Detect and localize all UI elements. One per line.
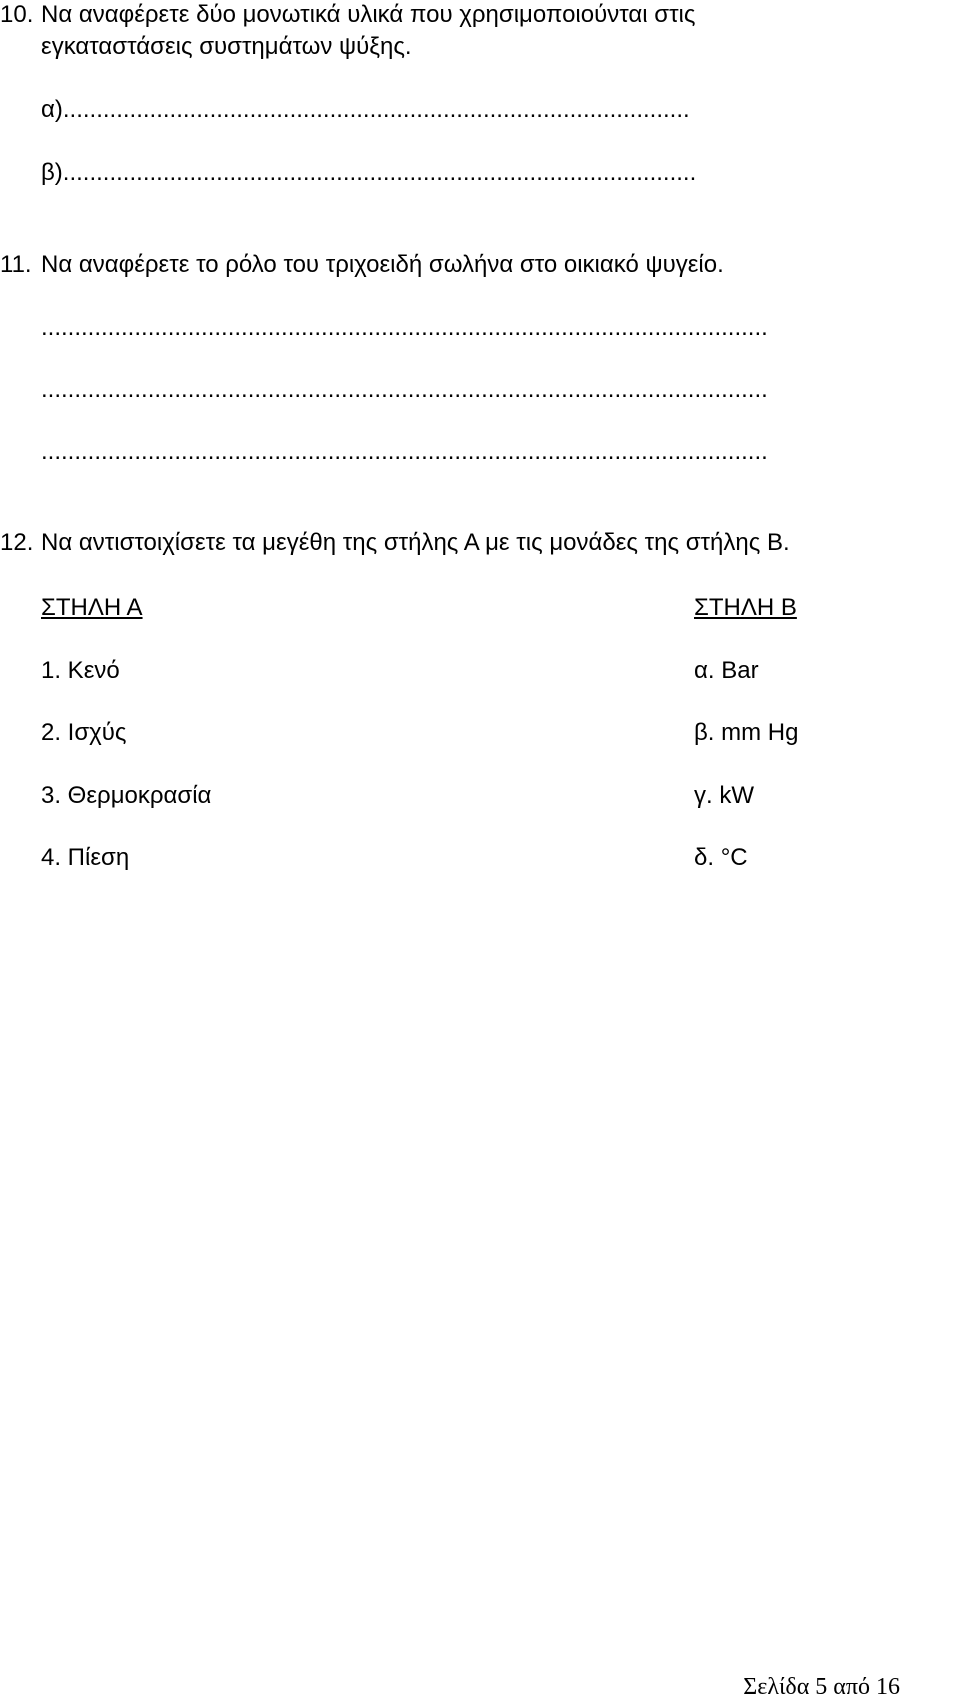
column-b-item: α. Bar	[694, 657, 759, 684]
answer-line-b: β)...............................................................................................	[41, 159, 697, 186]
question-12-number: 12.	[0, 529, 34, 556]
answer-line-2: .............................................................................................................	[41, 376, 768, 403]
column-b-item: δ. °C	[694, 844, 748, 871]
page-number: Σελίδα 5 από 16	[743, 1674, 900, 1700]
question-10-text-line2: εγκαταστάσεις συστημάτων ψύξης.	[41, 33, 412, 60]
question-11-number: 11.	[0, 251, 32, 278]
column-a-item: 3. Θερμοκρασία	[41, 782, 212, 809]
column-a-item: 4. Πίεση	[41, 844, 130, 871]
answer-line-a: α)..............................................................................................	[41, 96, 690, 123]
column-b-item: β. mm Hg	[694, 719, 799, 746]
column-a-header: ΣΤΗΛΗ Α	[41, 594, 143, 621]
question-10-number: 10.	[0, 1, 34, 28]
answer-line-1: .............................................................................................................	[41, 314, 768, 341]
question-10-text-line1: Να αναφέρετε δύο μονωτικά υλικά που χρησιμοποιούνται στις	[41, 1, 696, 28]
question-11-text: Να αναφέρετε το ρόλο του τριχοειδή σωλήνα στο οικιακό ψυγείο.	[41, 251, 724, 278]
question-12-text: Να αντιστοιχίσετε τα μεγέθη της στήλης Α με τις μονάδες της στήλης Β.	[41, 529, 790, 556]
column-a-item: 2. Ισχύς	[41, 719, 127, 746]
column-b-item: γ. kW	[694, 782, 754, 809]
answer-line-3: .............................................................................................................	[41, 438, 768, 465]
column-b-header: ΣΤΗΛΗ Β	[694, 594, 797, 621]
column-a-item: 1. Κενό	[41, 657, 120, 684]
